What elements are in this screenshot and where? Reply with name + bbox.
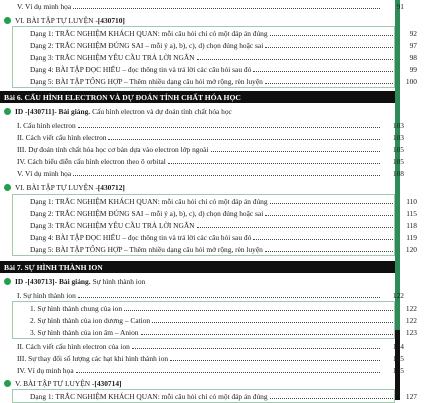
toc-entry[interactable] (0, 131, 412, 143)
toc-entry[interactable] (0, 0, 412, 12)
toc-entry-label: V. Ví dụ minh họa (17, 1, 72, 11)
lecture-label: - Bài giảng. (54, 276, 91, 286)
toc-entry[interactable] (0, 219, 425, 231)
toc-page-number: 105 (392, 156, 404, 166)
toc-entry-label: Dạng 2: TRẮC NGHIỆM ĐÚNG SAI – mỗi ý a), b), c), d) chọn đúng hoặc sai (30, 208, 264, 218)
toc-entry-label: IV. Cách biểu diễn cấu hình electron theo ô orbital (17, 156, 166, 166)
toc-page-number: 120 (405, 244, 417, 254)
green-bullet-icon (4, 17, 11, 24)
toc-entry[interactable] (0, 326, 425, 338)
toc-entry-label: Dạng 4: BÀI TẬP ĐỌC HIỂU – đọc thông tin và trả lời các câu hỏi sau đó (30, 232, 252, 242)
toc-entry[interactable] (0, 155, 412, 167)
leader-dots (270, 197, 393, 204)
id-prefix: ID - (15, 106, 28, 116)
toc-entry[interactable] (0, 63, 425, 75)
leader-dots (197, 221, 393, 228)
toc-entry-label: Dạng 5: BÀI TẬP TỔNG HỢP – Thêm nhiều dạng câu hỏi mở rộng, rèn luyện (30, 76, 263, 86)
toc-entry-label: VI. BÀI TẬP TỰ LUYỆN - (15, 15, 98, 25)
toc-entry-label: V. BÀI TẬP TỰ LUYỆN - (15, 378, 95, 388)
toc-page-number: 125 (392, 353, 404, 363)
toc-entry-label: III. Dự đoán tính chất hóa học cơ bản dựa vào electron lớp ngoài (17, 144, 209, 154)
id-prefix: ID - (15, 276, 28, 286)
lesson-title-bar[interactable]: Bài 6. CẤU HÌNH ELECTRON VÀ DỰ ĐOÁN TÍNH CHẤT HÓA HỌC (0, 91, 395, 103)
leader-dots (197, 53, 393, 60)
toc-entry-label: 3. Sự hình thành của ion âm – Anion (30, 327, 139, 337)
green-bullet-icon (4, 184, 11, 191)
toc-entry[interactable] (0, 207, 425, 219)
toc-page-number: 99 (409, 64, 417, 74)
toc-entry-label: Dạng 1: TRẮC NGHIỆM KHÁCH QUAN: mỗi câu hỏi chỉ có một đáp án đúng (30, 196, 268, 206)
toc-page-number: 92 (409, 28, 417, 38)
toc-entry-label: Dạng 3: TRẮC NGHIỆM YÊU CẦU TRẢ LỜI NGẮN (30, 52, 195, 62)
toc-entry-label: V. Ví dụ minh họa (17, 168, 72, 178)
leader-dots (73, 2, 380, 9)
toc-page-number: 123 (405, 327, 417, 337)
toc-entry-label: Dạng 5: BÀI TẬP TỔNG HỢP – Thêm nhiều dạng câu hỏi mở rộng, rèn luyện (30, 244, 263, 254)
toc-entry[interactable] (0, 27, 425, 39)
toc-page-number: 127 (405, 391, 417, 401)
toc-page-number: 122 (392, 290, 404, 300)
leader-dots (253, 233, 393, 240)
toc-page-number: 100 (405, 76, 417, 86)
toc-entry-label: Dạng 3: TRẮC NGHIỆM YÊU CẦU TRẢ LỜI NGẮN (30, 220, 195, 230)
toc-entry-label: 2. Sự hình thành của ion dương – Cation (30, 315, 151, 325)
toc-entry[interactable] (0, 352, 412, 364)
toc-entry-label: 1. Sự hình thành chung của ion (30, 303, 123, 313)
green-bullet-icon (4, 380, 11, 387)
toc-entry[interactable] (0, 289, 412, 301)
toc-entry[interactable] (0, 39, 425, 51)
toc-exercise-header[interactable] (0, 14, 399, 26)
toc-entry[interactable] (0, 51, 425, 63)
toc-page-number: 119 (406, 232, 417, 242)
lesson-description: Sự hình thành ion (92, 276, 146, 286)
toc-entry-label: Dạng 4: BÀI TẬP ĐỌC HIỂU – đọc thông tin và trả lời các câu hỏi sau đó (30, 64, 252, 74)
leader-dots (76, 366, 380, 373)
toc-page-number: 124 (392, 341, 404, 351)
leader-dots (141, 328, 394, 335)
leader-dots (78, 121, 380, 128)
toc-entry[interactable] (0, 167, 412, 179)
exercise-code: [430710] (97, 15, 125, 25)
green-bullet-icon (4, 108, 11, 115)
leader-dots (168, 157, 380, 164)
toc-page-number: 115 (406, 208, 417, 218)
leader-dots (124, 304, 393, 311)
leader-dots (265, 77, 393, 84)
toc-page-number: 108 (392, 168, 404, 178)
leader-dots (170, 354, 380, 361)
lesson-code: [430711] (27, 106, 55, 116)
toc-entry[interactable] (0, 231, 425, 243)
lesson-description: Cấu hình electron và dự đoán tính chất hóa học (92, 106, 232, 116)
leader-dots (265, 245, 393, 252)
lesson-title-bar[interactable]: Bài 7. SỰ HÌNH THÀNH ION (0, 261, 395, 273)
toc-entry-label: I. Sự hình thành ion (17, 290, 76, 300)
toc-entry-label: II. Cách viết cấu hình electron của ion (17, 341, 130, 351)
toc-entry[interactable] (0, 243, 425, 255)
exercise-code: [430714] (94, 378, 122, 388)
toc-entry[interactable] (0, 119, 412, 131)
toc-entry[interactable] (0, 340, 412, 352)
toc-entry-label: Dạng 1: TRẮC NGHIỆM KHÁCH QUAN: mỗi câu hỏi chỉ có một đáp án đúng (30, 391, 268, 401)
green-bullet-icon (4, 278, 11, 285)
toc-page-number: 122 (405, 315, 417, 325)
toc-exercise-header[interactable] (0, 377, 399, 389)
leader-dots (211, 145, 381, 152)
toc-page-number: 110 (406, 196, 417, 206)
toc-entry[interactable] (0, 314, 425, 326)
leader-dots (132, 342, 380, 349)
leader-dots (270, 29, 393, 36)
toc-page-number: 91 (396, 1, 404, 11)
toc-page-number: 97 (409, 40, 417, 50)
leader-dots (78, 291, 380, 298)
toc-entry-label: I. Cấu hình electron (17, 120, 76, 130)
lesson-id-line[interactable] (0, 275, 395, 287)
leader-dots (152, 316, 393, 323)
toc-page-number: 125 (392, 365, 404, 375)
toc-exercise-header[interactable] (0, 181, 399, 193)
lesson-id-line[interactable] (0, 105, 395, 117)
leader-dots (265, 209, 393, 216)
toc-page-number: 103 (392, 132, 404, 142)
toc-entry-label: IV. Ví dụ minh họa (17, 365, 74, 375)
exercise-code: [430712] (97, 182, 125, 192)
toc-page-number: 122 (405, 303, 417, 313)
toc-entry[interactable] (0, 390, 425, 402)
leader-dots (108, 133, 380, 140)
toc-page-number: 118 (406, 220, 417, 230)
toc-page-number: 98 (409, 52, 417, 62)
toc-entry[interactable] (0, 364, 412, 376)
toc-entry[interactable] (0, 143, 412, 155)
toc-page-number: 105 (392, 144, 404, 154)
lecture-label: - Bài giảng. (54, 106, 91, 116)
toc-page-number: 103 (392, 120, 404, 130)
leader-dots (270, 392, 393, 399)
leader-dots (73, 169, 380, 176)
toc-entry[interactable] (0, 195, 425, 207)
toc-entry-label: II. Cách viết cấu hình electron (17, 132, 107, 142)
toc-entry-label: III. Sự thay đổi số lượng các hạt khi hình thành ion (17, 353, 169, 363)
leader-dots (253, 65, 393, 72)
leader-dots (265, 41, 393, 48)
toc-entry-label: Dạng 1: TRẮC NGHIỆM KHÁCH QUAN: mỗi câu hỏi chỉ có một đáp án đúng (30, 28, 268, 38)
toc-entry[interactable] (0, 302, 425, 314)
lesson-code: [430713] (27, 276, 55, 286)
toc-entry-label: VI. BÀI TẬP TỰ LUYỆN - (15, 182, 98, 192)
toc-entry-label: Dạng 2: TRẮC NGHIỆM ĐÚNG SAI – mỗi ý a), b), c), d) chọn đúng hoặc sai (30, 40, 264, 50)
toc-entry[interactable] (0, 75, 425, 87)
